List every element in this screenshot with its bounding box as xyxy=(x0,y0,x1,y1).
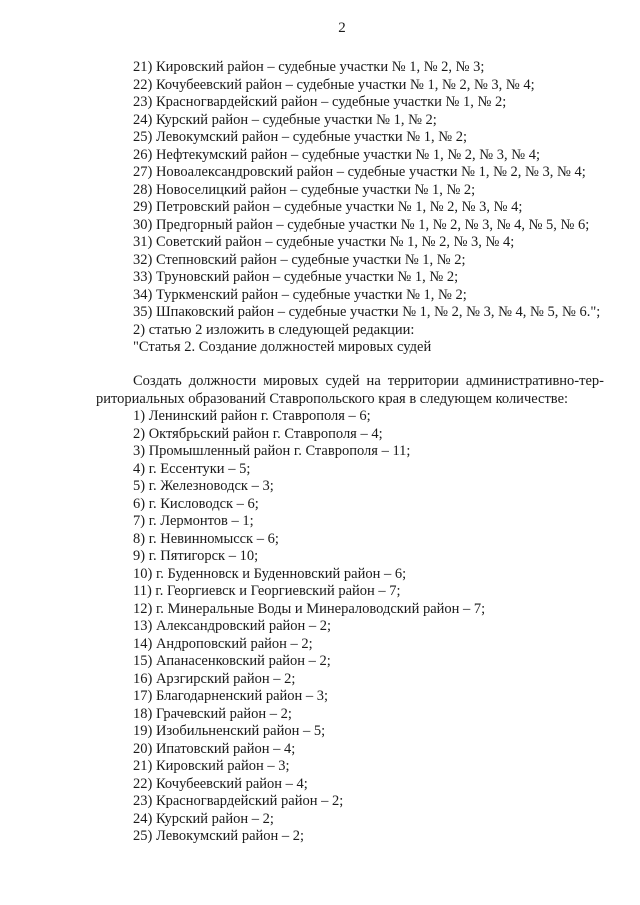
list-item: 25) Левокумский район – судебные участки № 1, № 2; xyxy=(133,129,467,145)
list-item: 21) Кировский район – 3; xyxy=(133,758,290,774)
list-item: 22) Кочубеевский район – 4; xyxy=(133,775,308,792)
list-item: 7) г. Лермонтов – 1; xyxy=(133,513,254,529)
list-item: 16) Арзгирский район – 2; xyxy=(133,670,296,687)
amendment-instruction: 2) статью 2 изложить в следующей редакции: xyxy=(133,321,415,338)
list-item: 32) Степновский район – судебные участки № 1, № 2; xyxy=(133,251,466,268)
list-item: 28) Новоселицкий район – судебные участки № 1, № 2; xyxy=(133,181,476,198)
amendment-list xyxy=(133,59,623,357)
list-item: 14) Андроповский район – 2; xyxy=(133,635,313,652)
list-item: 29) Петровский район – судебные участки № 1, № 2, № 3, № 4; xyxy=(133,199,523,215)
list-item: 18) Грачевский район – 2; xyxy=(133,705,292,722)
list-item: 12) г. Минеральные Воды и Минераловодский район – 7; xyxy=(133,600,486,617)
list-item: 26) Нефтекумский район – судебные участки № 1, № 2, № 3, № 4; xyxy=(133,146,540,163)
page-number: 2 xyxy=(338,20,346,36)
judges-count-list xyxy=(133,408,603,846)
list-item: 31) Советский район – судебные участки № 1, № 2, № 3, № 4; xyxy=(133,234,515,250)
list-item: 8) г. Невинномысск – 6; xyxy=(133,530,279,547)
list-item: 13) Александровский район – 2; xyxy=(133,618,332,634)
list-item: 1) Ленинский район г. Ставрополя – 6; xyxy=(133,408,371,424)
list-item: 4) г. Ессентуки – 5; xyxy=(133,460,251,477)
paragraph-line: риториальных образований Ставропольского края в следующем количестве: xyxy=(96,390,569,407)
list-item: 10) г. Буденновск и Буденновский район – 6; xyxy=(133,565,407,582)
list-item: 11) г. Георгиевск и Георгиевский район – 7; xyxy=(133,583,401,599)
list-item: 20) Ипатовский район – 4; xyxy=(133,740,296,757)
list-item: 6) г. Кисловодск – 6; xyxy=(133,495,259,512)
list-item: 22) Кочубеевский район – судебные участки № 1, № 2, № 3, № 4; xyxy=(133,76,535,93)
list-item: 5) г. Железноводск – 3; xyxy=(133,478,274,494)
list-item: 23) Красногвардейский район – судебные участки № 1, № 2; xyxy=(133,94,507,110)
list-item: 27) Новоалександровский район – судебные участки № 1, № 2, № 3, № 4; xyxy=(133,164,586,180)
list-item: 30) Предгорный район – судебные участки № 1, № 2, № 3, № 4, № 5, № 6; xyxy=(133,216,590,233)
list-item: 23) Красногвардейский район – 2; xyxy=(133,793,344,809)
list-item: 17) Благодарненский район – 3; xyxy=(133,688,329,704)
list-item: 35) Шпаковский район – судебные участки № 1, № 2, № 3, № 4, № 5, № 6."; xyxy=(133,304,601,320)
list-item: 24) Курский район – 2; xyxy=(133,810,274,827)
article-heading: "Статья 2. Создание должностей мировых судей xyxy=(133,339,432,355)
list-item: 24) Курский район – судебные участки № 1, № 2; xyxy=(133,111,437,128)
list-item: 3) Промышленный район г. Ставрополя – 11; xyxy=(133,443,411,459)
list-item: 19) Изобильненский район – 5; xyxy=(133,723,326,739)
paragraph-line: Создать должности мировых судей на территории административно-тер- xyxy=(133,373,604,389)
list-item: 2) Октябрьский район г. Ставрополя – 4; xyxy=(133,425,383,442)
list-item: 25) Левокумский район – 2; xyxy=(133,828,305,844)
list-item: 21) Кировский район – судебные участки № 1, № 2, № 3; xyxy=(133,59,485,75)
list-item: 33) Труновский район – судебные участки № 1, № 2; xyxy=(133,269,459,285)
list-item: 9) г. Пятигорск – 10; xyxy=(133,548,259,564)
article-paragraph xyxy=(96,373,604,408)
list-item: 15) Апанасенковский район – 2; xyxy=(133,653,331,669)
list-item: 34) Туркменский район – судебные участки № 1, № 2; xyxy=(133,286,467,303)
